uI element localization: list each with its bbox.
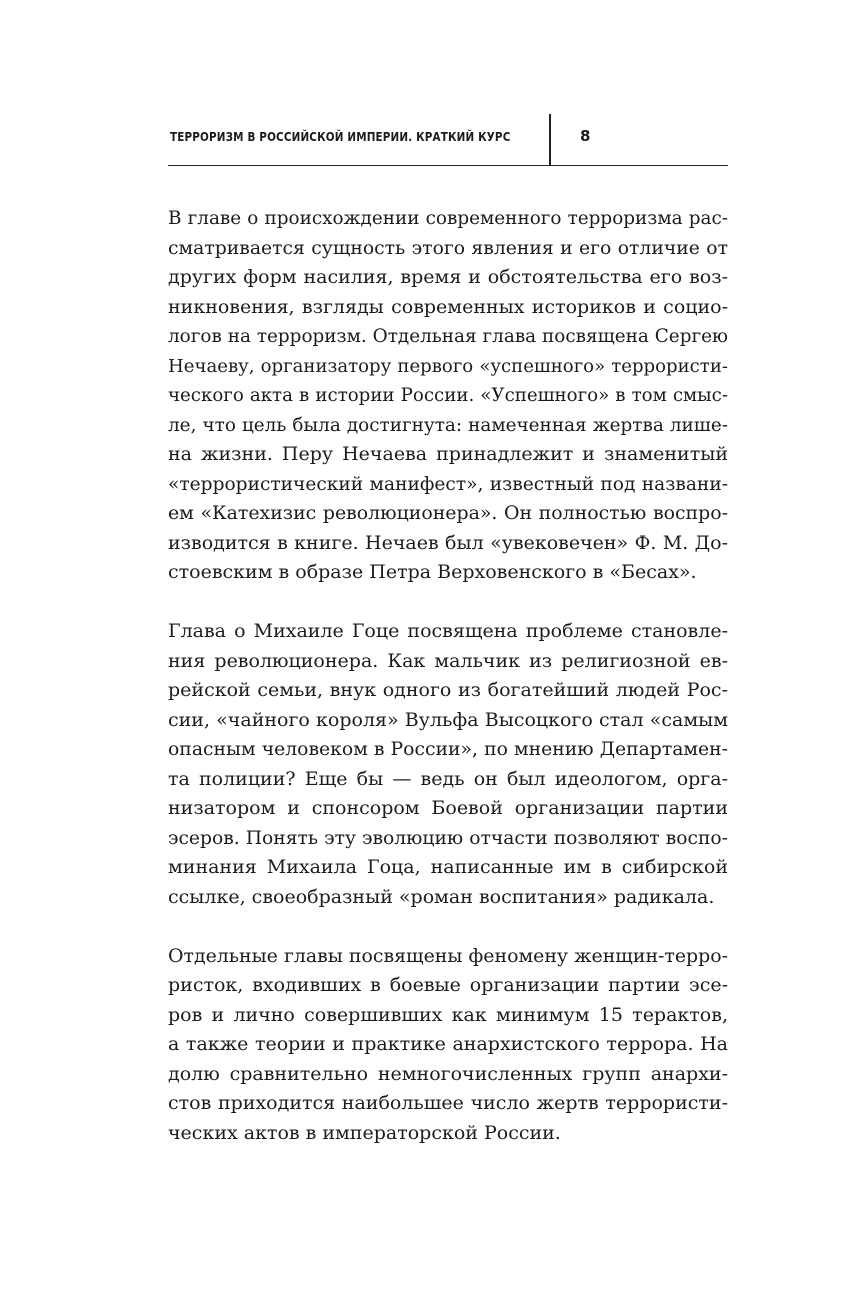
- running-title: ТЕРРОРИЗМ В РОССИЙСКОЙ ИМПЕРИИ. КРАТКИЙ КУРС: [170, 129, 511, 144]
- text-line: на жизни. Перу Нечаева принадлежит и знаменитый: [168, 443, 728, 465]
- text-line: долю сравнительно немногочисленных групп анархи-: [168, 1062, 728, 1085]
- text-line: ле, что цель была достигнута: намеченная жертва лише-: [168, 414, 728, 436]
- text-line: рейской семьи, внук одного из богатейший людей Рос-: [168, 679, 728, 701]
- text-line: эсеров. Понять эту эволюцию отчасти позволяют воспо-: [168, 827, 728, 849]
- paragraph-gap: [168, 912, 728, 942]
- body-text: [168, 204, 728, 1148]
- paragraph-gap: [168, 588, 728, 618]
- text-line: Глава о Михаиле Гоце посвящена проблеме становле-: [168, 620, 728, 642]
- paragraph-2: [168, 617, 728, 912]
- text-line: ния революционера. Как мальчик из религиозной ев-: [168, 649, 728, 672]
- text-line: опасным человеком в России», по мнению Департамен-: [168, 739, 728, 760]
- text-line: ров и лично совершивших как минимум 15 терактов,: [168, 1003, 728, 1026]
- header-divider: [549, 114, 551, 165]
- text-line: ческих актов в императорской России.: [168, 1121, 561, 1144]
- text-line: ческого акта в истории России. «Успешного» в том смыс-: [168, 385, 728, 406]
- running-header: [168, 114, 728, 166]
- text-line: других форм насилия, время и обстоятельства его воз-: [168, 266, 728, 288]
- paragraph-3: [168, 942, 728, 1149]
- text-line: а также теории и практике анархистского террора. На: [168, 1033, 728, 1055]
- text-line: та полиции? Еще бы — ведь он был идеологом, орга-: [168, 767, 728, 790]
- text-line: Нечаеву, организатору первого «успешного» террористи-: [168, 355, 728, 377]
- text-line: низатором и спонсором Боевой организации партии: [168, 797, 728, 819]
- text-line: ристок, входивших в боевые организации партии эсе-: [168, 974, 728, 996]
- text-line: логов на терроризм. Отдельная глава посвящена Сергею: [168, 326, 728, 347]
- text-line: сматривается сущность этого явления и его отличие от: [168, 237, 728, 259]
- text-line: сии, «чайного короля» Вульфа Высоцкого стал «самым: [168, 708, 728, 731]
- text-line: «террористический манифест», известный под названи-: [168, 473, 728, 495]
- text-line: ем «Катехизис революционера». Он полностью воспро-: [168, 502, 728, 524]
- text-line: стоевским в образе Петра Верховенского в «Бесах».: [168, 561, 697, 583]
- text-line: минания Михаила Гоца, написанные им в сибирской: [168, 856, 728, 878]
- paragraph-1: [168, 204, 728, 588]
- text-line: изводится в книге. Нечаев был «увековечен» Ф. М. До-: [168, 531, 728, 554]
- text-line: В главе о происхождении современного терроризма рас-: [168, 208, 728, 229]
- text-line: никновения, взгляды современных историков и социо-: [168, 295, 728, 318]
- text-line: стов приходится наибольшее число жертв террористи-: [168, 1092, 728, 1114]
- text-line: ссылке, своеобразный «роман воспитания» радикала.: [168, 885, 715, 908]
- page-number: 8: [580, 127, 591, 145]
- text-line: Отдельные главы посвящены феномену женщин-терро-: [168, 944, 728, 967]
